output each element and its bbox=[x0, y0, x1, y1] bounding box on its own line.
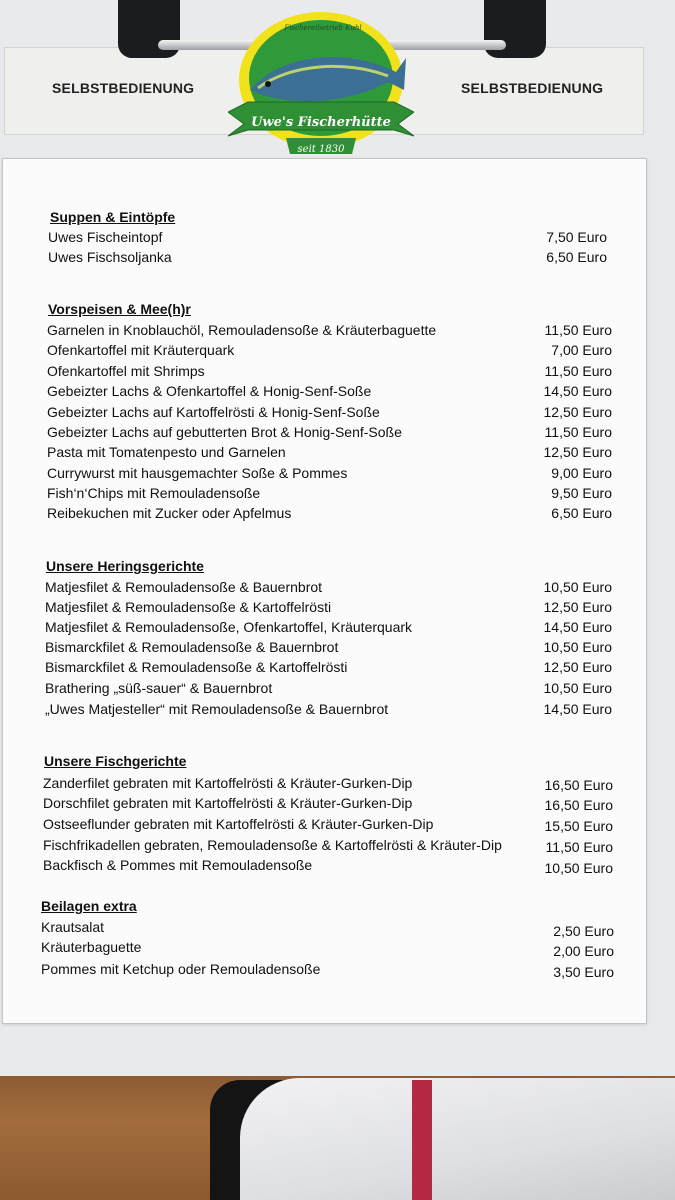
logo-name: Uwe's Fischerhütte bbox=[251, 115, 391, 130]
menu-item-name: Dorschfilet gebraten mit Kartoffelrösti & Kräuter-Gurken-Dip bbox=[43, 795, 413, 811]
menu-item-price: 15,50 Euro bbox=[544, 818, 613, 834]
menu-item-name: „Uwes Matjesteller“ mit Remouladensoße & Bauernbrot bbox=[45, 701, 389, 717]
menu-item-price: 2,50 Euro bbox=[553, 923, 614, 939]
fish-logo-icon bbox=[228, 12, 414, 154]
menu-item-name: Ofenkartoffel mit Shrimps bbox=[47, 363, 205, 379]
menu-item-price: 14,50 Euro bbox=[543, 383, 612, 399]
menu-item-price: 12,50 Euro bbox=[543, 599, 612, 615]
menu-item-name: Ostseeflunder gebraten mit Kartoffelrösti & Kräuter-Gurken-Dip bbox=[43, 816, 434, 832]
menu-item-name: Currywurst mit hausgemachter Soße & Pommes bbox=[47, 465, 348, 481]
menu-item-price: 11,50 Euro bbox=[545, 839, 613, 855]
restaurant-logo bbox=[228, 12, 414, 154]
menu-item-name: Brathering „süß-sauer“ & Bauernbrot bbox=[45, 680, 273, 696]
menu-item-price: 16,50 Euro bbox=[544, 797, 613, 813]
menu-item-name: Ofenkartoffel mit Kräuterquark bbox=[47, 342, 235, 358]
menu-item-price: 2,00 Euro bbox=[553, 943, 614, 959]
menu-item-name: Fish‘n‘Chips mit Remouladensoße bbox=[47, 485, 261, 501]
menu-item-price: 7,00 Euro bbox=[551, 342, 612, 358]
menu-item-name: Gebeizter Lachs auf Kartoffelrösti & Honig-Senf-Soße bbox=[47, 404, 380, 420]
menu-item-name: Gebeizter Lachs & Ofenkartoffel & Honig-Senf-Soße bbox=[47, 383, 372, 399]
menu-item-price: 10,50 Euro bbox=[543, 680, 612, 696]
menu-item-price: 11,50 Euro bbox=[544, 363, 612, 379]
section-title-starters: Vorspeisen & Mee(h)r bbox=[48, 301, 191, 317]
self-service-label-right: SELBSTBEDIENUNG bbox=[461, 80, 604, 96]
menu-item-price: 9,50 Euro bbox=[551, 485, 612, 501]
section-title-soups: Suppen & Eintöpfe bbox=[50, 209, 176, 225]
menu-item-name: Kräuterbaguette bbox=[41, 939, 142, 955]
menu-item-price: 10,50 Euro bbox=[543, 579, 612, 595]
menu-item-price: 3,50 Euro bbox=[553, 964, 614, 980]
menu-item-price: 12,50 Euro bbox=[543, 404, 612, 420]
menu-item-price: 14,50 Euro bbox=[543, 701, 612, 717]
menu-item-price: 14,50 Euro bbox=[543, 619, 612, 635]
menu-item-name: Uwes Fischeintopf bbox=[48, 229, 163, 245]
menu-item-name: Pommes mit Ketchup oder Remouladensoße bbox=[41, 961, 321, 977]
menu-item-price: 6,50 Euro bbox=[546, 249, 607, 265]
menu-item-price: 6,50 Euro bbox=[551, 505, 612, 521]
menu-item-price: 12,50 Euro bbox=[543, 444, 612, 460]
menu-item-name: Backfisch & Pommes mit Remouladensoße bbox=[43, 857, 313, 873]
menu-item-name: Bismarckfilet & Remouladensoße & Bauernbrot bbox=[45, 639, 339, 655]
menu-item-name: Krautsalat bbox=[41, 919, 105, 935]
menu-item-name: Pasta mit Tomatenpesto und Garnelen bbox=[47, 444, 286, 460]
menu-item-price: 12,50 Euro bbox=[543, 659, 612, 675]
white-cloth bbox=[240, 1078, 675, 1200]
menu-item-name: Uwes Fischsoljanka bbox=[48, 249, 172, 265]
section-title-fish: Unsere Fischgerichte bbox=[44, 753, 187, 769]
section-title-herring: Unsere Heringsgerichte bbox=[46, 558, 204, 574]
logo-arc-text: Fischereibetrieb Kuhl bbox=[284, 24, 362, 32]
menu-item-price: 7,50 Euro bbox=[546, 229, 607, 245]
logo-since: seit 1830 bbox=[297, 144, 345, 155]
menu-item-name: Zanderfilet gebraten mit Kartoffelrösti & Kräuter-Gurken-Dip bbox=[43, 775, 413, 791]
menu-item-name: Matjesfilet & Remouladensoße, Ofenkartoffel, Kräuterquark bbox=[45, 619, 413, 635]
menu-item-price: 11,50 Euro bbox=[544, 322, 612, 338]
menu-item-name: Reibekuchen mit Zucker oder Apfelmus bbox=[47, 505, 292, 521]
menu-item-name: Bismarckfilet & Remouladensoße & Kartoffelrösti bbox=[45, 659, 348, 675]
menu-item-name: Matjesfilet & Remouladensoße & Kartoffelrösti bbox=[45, 599, 332, 615]
menu-item-price: 9,00 Euro bbox=[551, 465, 612, 481]
section-title-sides: Beilagen extra bbox=[41, 898, 137, 914]
menu-item-price: 16,50 Euro bbox=[544, 777, 613, 793]
menu-item-name: Garnelen in Knoblauchöl, Remouladensoße & Kräuterbaguette bbox=[47, 322, 437, 338]
menu-item-price: 10,50 Euro bbox=[544, 860, 613, 876]
red-stripe bbox=[412, 1080, 432, 1200]
menu-item-name: Gebeizter Lachs auf gebutterten Brot & Honig-Senf-Soße bbox=[47, 424, 402, 440]
self-service-label-left: SELBSTBEDIENUNG bbox=[52, 80, 195, 96]
menu-item-price: 11,50 Euro bbox=[544, 424, 612, 440]
menu-item-name: Matjesfilet & Remouladensoße & Bauernbrot bbox=[45, 579, 323, 595]
menu-item-name: Fischfrikadellen gebraten, Remouladensoße & Kartoffelrösti & Kräuter-Dip bbox=[43, 837, 502, 853]
menu-item-price: 10,50 Euro bbox=[543, 639, 612, 655]
